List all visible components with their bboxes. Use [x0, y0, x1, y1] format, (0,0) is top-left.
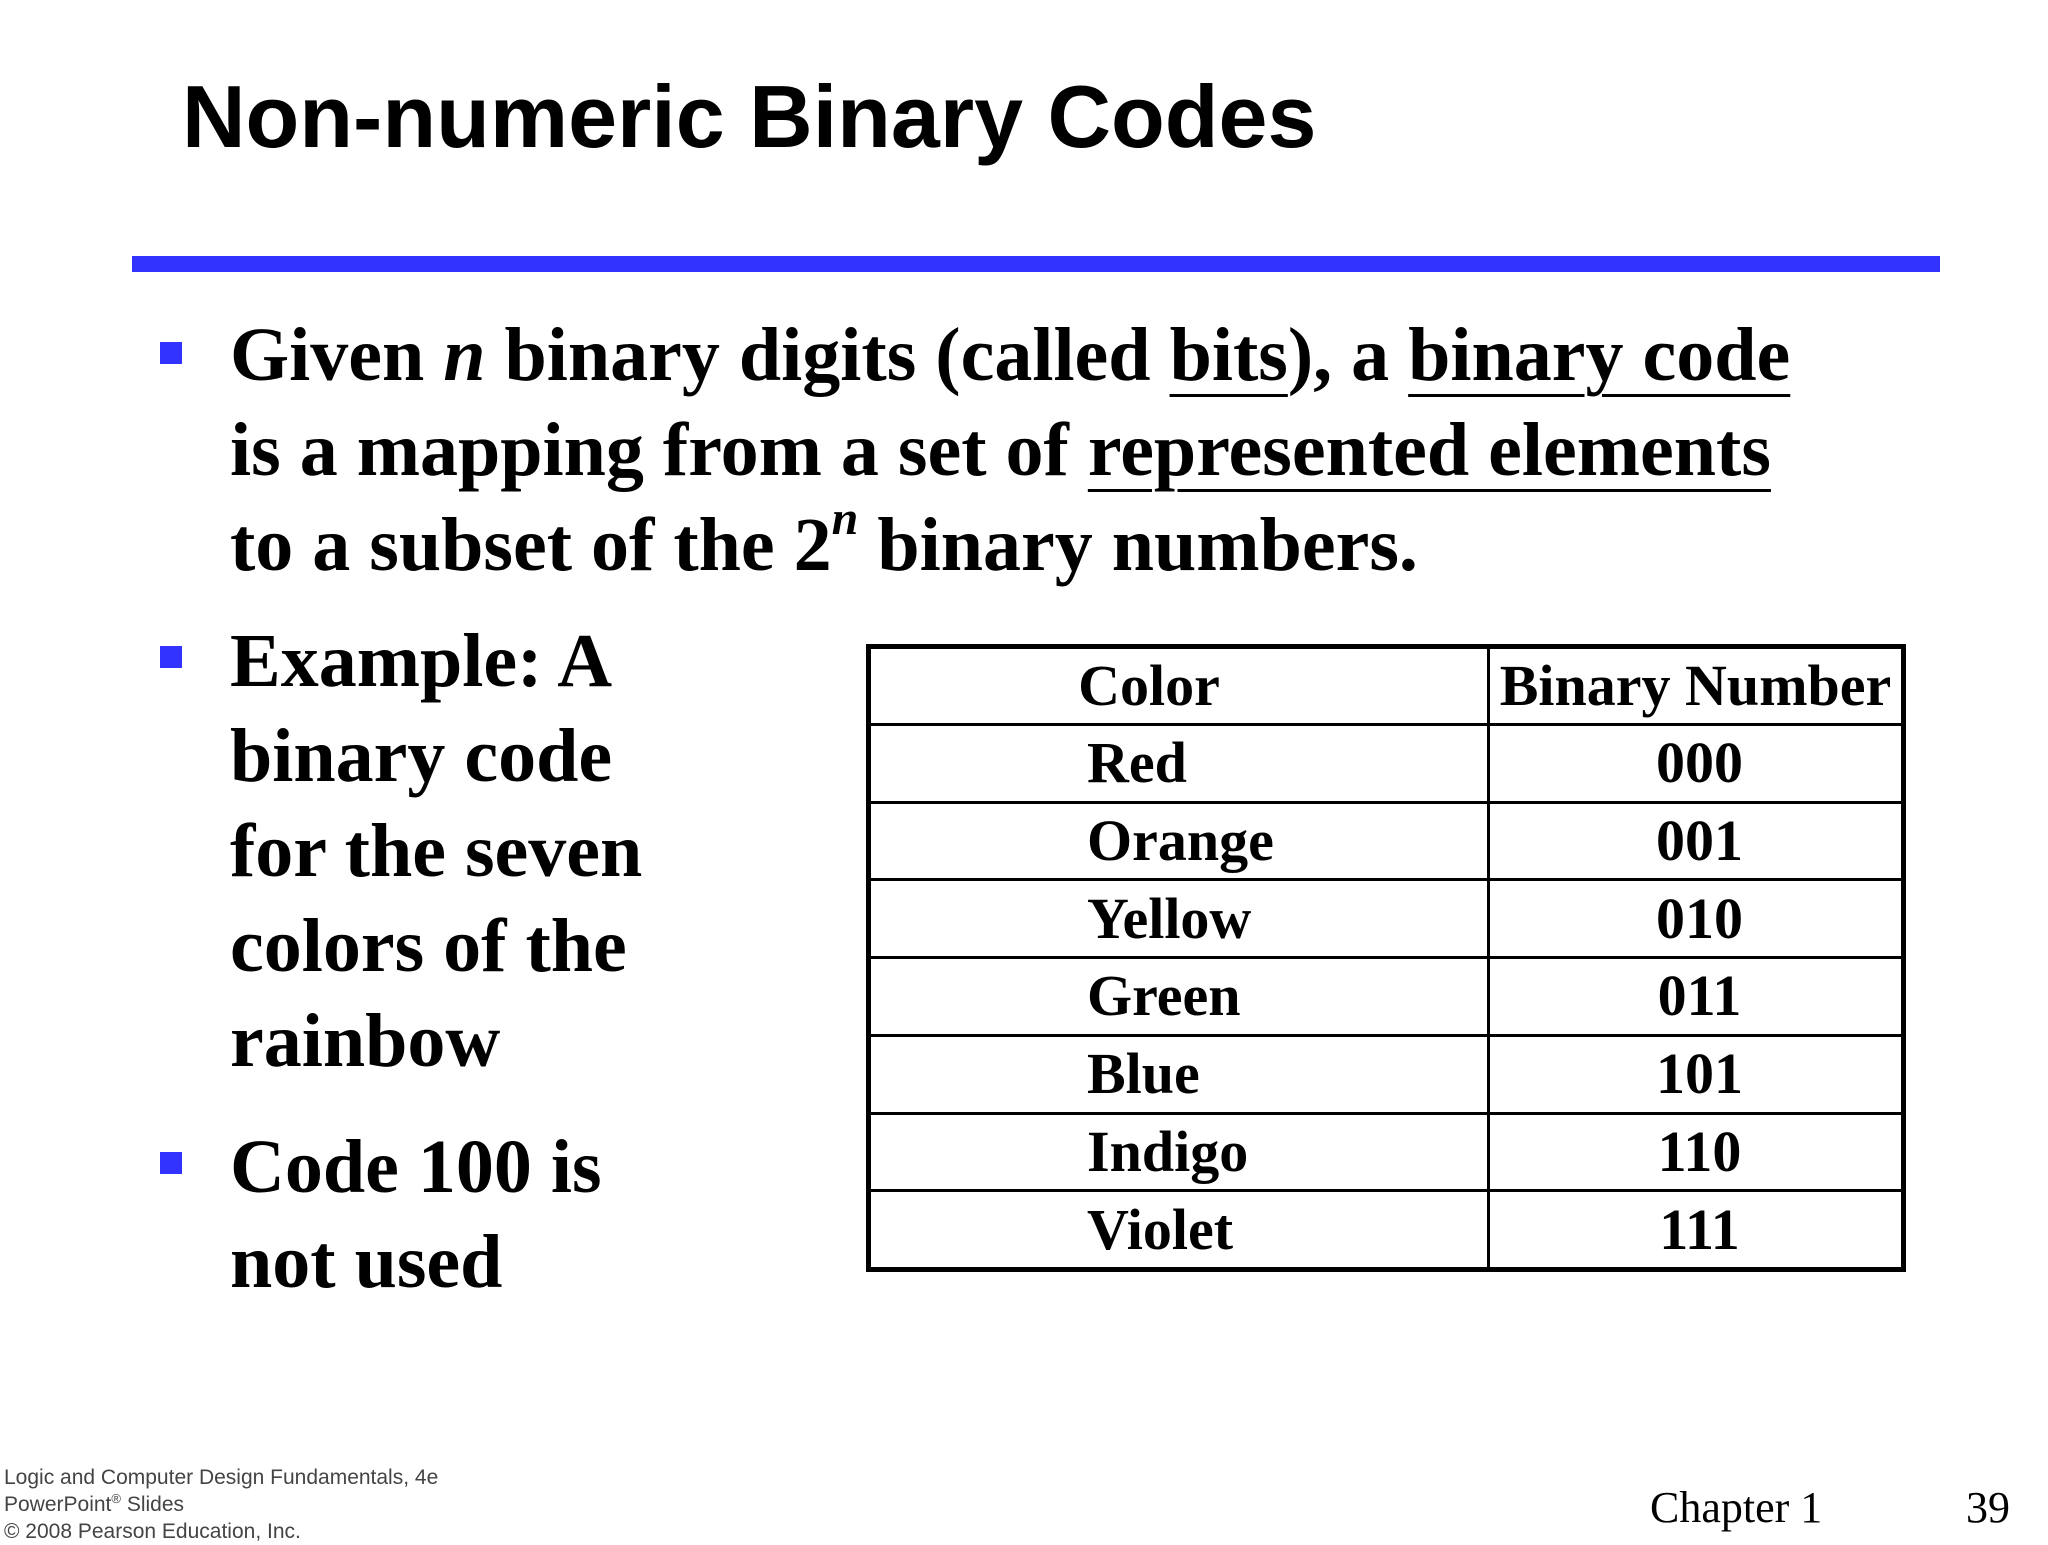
footer-slides-word: Slides [120, 1493, 185, 1516]
bullet-3-text [230, 1120, 602, 1310]
title-divider [132, 256, 1940, 272]
bullet-marker-2 [160, 646, 182, 668]
term-binary-code: binary code [1408, 313, 1791, 397]
slide-title: Non-numeric Binary Codes [182, 67, 1317, 166]
cell-binary: 011 [1489, 958, 1904, 1036]
cell-binary: 000 [1489, 725, 1904, 803]
bullet-1-text [230, 308, 1790, 593]
registered-mark: ® [111, 1491, 121, 1507]
bullet-1-binary-numbers: binary numbers. [858, 503, 1418, 587]
cell-binary: 111 [1489, 1191, 1904, 1270]
color-code-table [866, 644, 1906, 1272]
bullet-1-n: n [443, 313, 486, 397]
table-row [869, 880, 1904, 958]
bullet-3-line-1: Code 100 is [230, 1125, 602, 1209]
header-color: Color [869, 647, 1489, 725]
footer-book-title: Logic and Computer Design Fundamentals, 4e [4, 1466, 439, 1489]
cell-color: Yellow [869, 880, 1489, 958]
footer-credits [4, 1464, 438, 1545]
cell-color: Green [869, 958, 1489, 1036]
table-header-row [869, 647, 1904, 725]
exponent-n: n [831, 492, 859, 545]
bullet-marker-3 [160, 1152, 182, 1174]
bullet-1-line-1 [230, 308, 1790, 403]
table-row [869, 958, 1904, 1036]
page-number: 39 [1966, 1483, 2010, 1532]
cell-binary: 001 [1489, 802, 1904, 880]
header-binary-number: Binary Number [1489, 647, 1904, 725]
table-row [869, 1035, 1904, 1113]
cell-binary: 101 [1489, 1035, 1904, 1113]
cell-binary: 110 [1489, 1113, 1904, 1191]
bullet-1-given: Given [230, 313, 444, 397]
term-bits: bits [1169, 313, 1288, 397]
bullet-1-mapping: is a mapping from a set of [230, 408, 1088, 492]
bullet-marker-1 [160, 342, 182, 364]
chapter-label: Chapter 1 [1650, 1483, 1823, 1532]
bullet-1-comma-a: ), a [1287, 313, 1409, 397]
bullet-1-line-2 [230, 403, 1790, 498]
bullet-2-line-2: binary code [230, 714, 613, 798]
cell-color: Orange [869, 802, 1489, 880]
table-row [869, 1191, 1904, 1270]
footer-copyright: © 2008 Pearson Education, Inc. [4, 1520, 301, 1543]
bullet-2-line-4: colors of the [230, 904, 627, 988]
cell-color: Indigo [869, 1113, 1489, 1191]
bullet-2-line-3: for the seven [230, 809, 643, 893]
cell-color: Red [869, 725, 1489, 803]
footer-powerpoint: PowerPoint [4, 1493, 112, 1516]
table-row [869, 802, 1904, 880]
table-row [869, 1113, 1904, 1191]
bullet-1-subset: to a subset of the 2 [230, 503, 832, 587]
bullet-1-binary-digits: binary digits (called [485, 313, 1170, 397]
bullet-3-line-2: not used [230, 1220, 503, 1304]
term-represented-elements: represented elements [1087, 408, 1771, 492]
bullet-2-text [230, 614, 642, 1089]
cell-color: Blue [869, 1035, 1489, 1113]
cell-binary: 010 [1489, 880, 1904, 958]
bullet-1-line-3 [230, 492, 1790, 593]
table-row [869, 725, 1904, 803]
cell-color: Violet [869, 1191, 1489, 1270]
bullet-2-line-5: rainbow [230, 999, 501, 1083]
footer-slides-line [4, 1491, 438, 1518]
bullet-2-line-1: Example: A [230, 619, 613, 703]
